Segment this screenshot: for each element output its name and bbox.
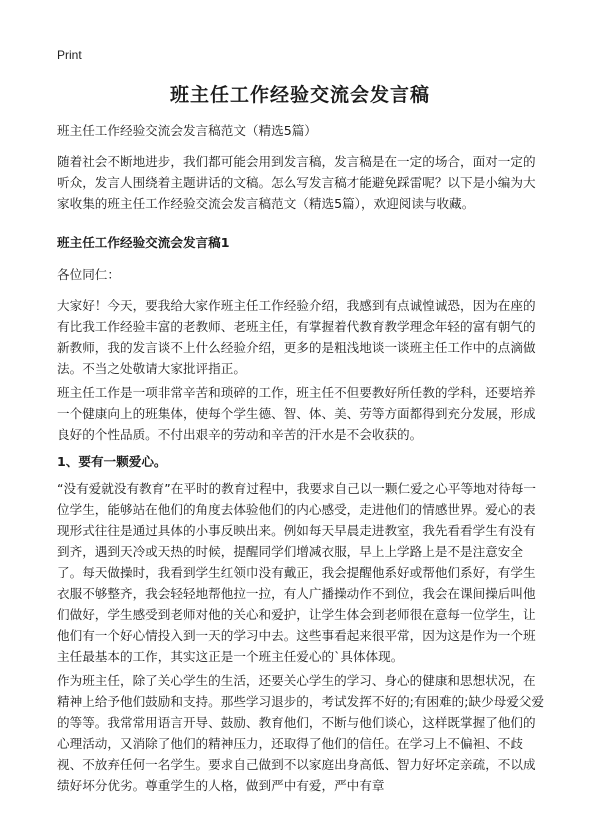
- point-heading: 1、要有一颗爱心。: [57, 454, 167, 469]
- paragraph-3: “没有爱就没有教育”在平时的教育过程中，我要求自己以一颗仁爱之心平等地对待每一位学生，能够站在他们的角度去体验他们的内心感受，走进他们的情感世界。爱心的表现形式往往是通过具体的小事反映出来。例如每天早晨走进教室，我先看看学生有没有到齐，遇到天冷或天热的时候，提醒同学们增减衣服，早上上学路上是不是注意安全了。每天做操时，我看到学生红领巾没有戴正，我会提醒他系好或帮他们系好，有学生衣服不够整齐，我会轻轻地帮他拉一拉，有人广播操动作不到位，我会在课间操后叫他们做好，学生感受到老师对他的关心和爱护，让学生体会到老师很在意每一位学生，让他们有一个好心情投入到一天的学习中去。这些事看起来很平常，因为这是作为一个班主任最基本的工作，其实这正是一个班主任爱心的`具体体现。: [57, 481, 537, 664]
- intro-paragraph: 随着社会不断地进步，我们都可能会用到发言稿，发言稿是在一定的场合，面对一定的听众，发言人围绕着主题讲话的文稿。怎么写发言稿才能避免踩雷呢？以下是小编为大家收集的班主任工作经验交流会发言稿范文（精选5篇），欢迎阅读与收藏。: [57, 154, 536, 211]
- greeting: 各位同仁：: [57, 267, 120, 282]
- subtitle: 班主任工作经验交流会发言稿范文（精选5篇）: [57, 123, 317, 138]
- paragraph-1: 大家好！今天，要我给大家作班主任工作经验介绍，我感到有点诚惶诚恐，因为在座的有比我工作经验丰富的老教师、老班主任，有掌握着代教育教学理念年轻的富有朝气的新教师，我的发言谈不上什么经验介绍，更多的是粗浅地谈一谈班主任工作中的点滴做法。不当之处敬请大家批评指正。: [57, 298, 536, 376]
- paragraph-2: 班主任工作是一项非常辛苦和琐碎的工作，班主任不但要教好所任教的学科，还要培养一个健康向上的班集体，使每个学生德、智、体、美、劳等方面都得到充分发展，形成良好的个性品质。不付出艰辛的劳动和辛苦的汗水是不会收获的。: [57, 385, 536, 442]
- paragraph-4: 作为班主任，除了关心学生的生活，还要关心学生的学习、身心的健康和思想状况，在精神上给予他们鼓励和支持。那些学习退步的，考试发挥不好的;有困难的;缺少母爱父爱的等等。我常常用语言开导、鼓励、教育他们，不断与他们谈心，这样既掌握了他们的心理活动，又消除了他们的精神压力，还取得了他们的信任。在学习上不偏袒、不歧视、不放弃任何一名学生。要求自己做到不以家庭出身高低、智力好坏定亲疏，不以成绩好坏分优劣。尊重学生的人格，做到严中有爱，严中有章: [57, 673, 545, 793]
- print-link[interactable]: Print: [57, 48, 82, 62]
- section-heading: 班主任工作经验交流会发言稿1: [57, 235, 230, 250]
- page-title: 班主任工作经验交流会发言稿: [169, 84, 430, 106]
